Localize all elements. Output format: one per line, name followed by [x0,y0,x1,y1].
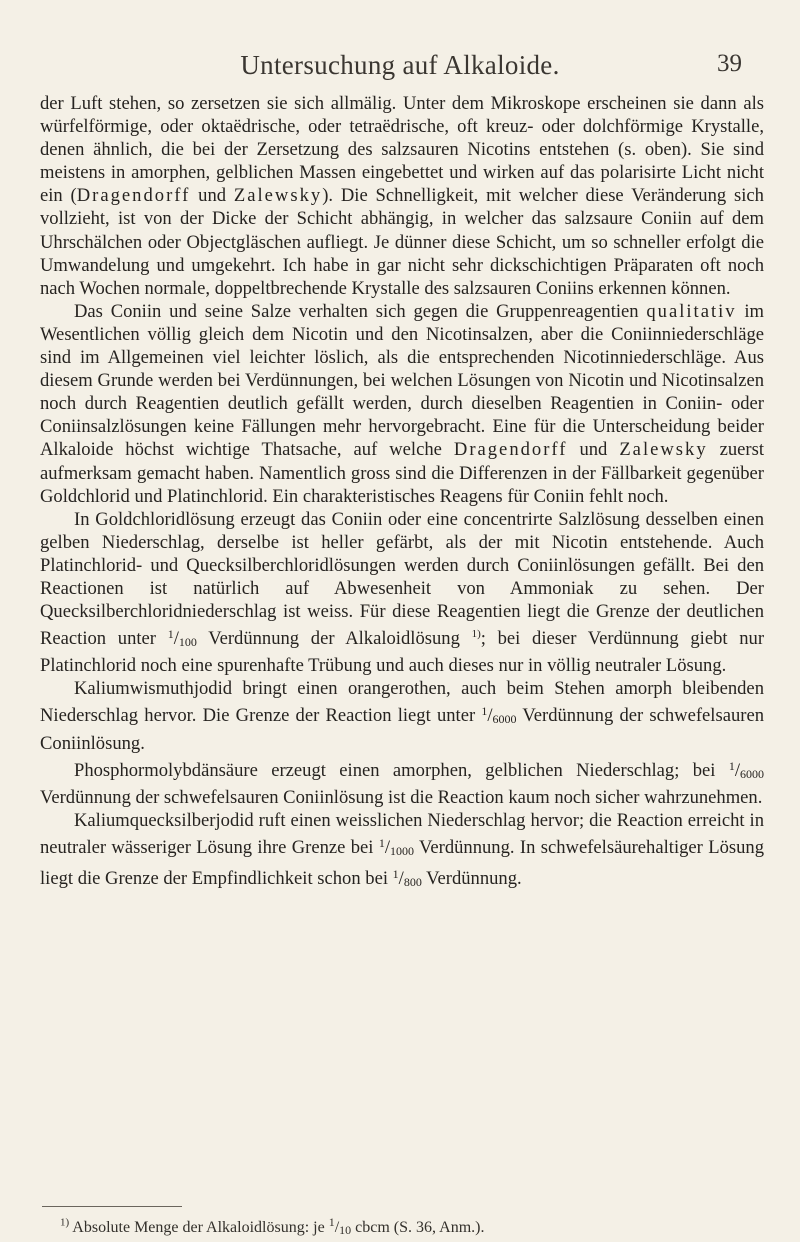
page-number: 39 [717,50,742,77]
text-span: Verdünnung der schwefelsauren Coniinlösung ist die Reaction kaum noch sicher wahrzunehmen. [40,786,763,808]
paragraph-group-reagents [40,300,764,508]
text-span: Kaliumwismuthjodid bringt einen orangerothen, auch beim Stehen amorph bleibenden Niederschlag hervor. Die Grenze der Reaction liegt unter [40,678,764,727]
fraction-numerator: 1 [167,627,174,642]
fraction: $^1$/1000 [378,835,414,858]
footnote-divider [42,1206,182,1207]
text-span: Verdünnung der Alkaloidlösung [196,628,460,650]
paragraph-phosphomolybdic [40,755,764,809]
text-span: cbcm (S. 36, Anm.). [351,1219,485,1236]
author-name: Dragendorff [76,185,191,207]
fraction-denominator: 1000 [389,843,414,858]
fraction-denominator: 100 [178,635,197,650]
text-span: Verdünnung. In schwefelsäurehaltiger Lösung liegt die Grenze der Empfindlichkeit schon bei [40,836,764,889]
footnote-marker: 1) [60,1216,70,1229]
fraction-denominator: 6000 [492,712,517,727]
fraction-numerator: 1 [378,835,385,850]
author-name: Zalewsky [233,185,323,207]
body-text [40,92,764,894]
fraction: $^1$/10 [328,1215,352,1237]
fraction-numerator: 1 [481,704,488,719]
fraction-denominator: 10 [339,1223,352,1237]
paragraph-gold-chloride [40,508,764,678]
text-span: Phosphormolybdänsäure erzeugt einen amorphen, gelblichen Niederschlag; bei [74,759,729,781]
paragraph-continuation [40,92,764,300]
fraction: $^1$/800 [392,867,422,889]
fraction-numerator: 1 [328,1215,335,1229]
author-name: Zalewsky [619,439,708,461]
fraction-numerator: 1 [392,867,399,881]
text-span: Das Coniin und seine Salze verhalten sich gegen die Gruppenreagentien [74,300,647,322]
text-span: und [567,439,620,461]
running-head [0,46,800,86]
paragraph-bismuth-iodide [40,677,764,754]
text-span: und [190,185,234,207]
fraction: $^1$/100 [167,627,197,650]
paragraph-mercury-iodide [40,809,764,894]
fraction-numerator: 1 [728,758,735,773]
text-span: Absolute Menge der Alkaloidlösung: je [69,1219,329,1236]
footnote-reference: 1) [471,627,481,640]
text-span: der Luft stehen, so zersetzen sie sich allmälig. Unter dem Mikroskope erscheinen sie dann als würfelförmige, oder oktaëdrische, oder tetraëdrische, oft kreuz- oder dolchförmige Krystalle, denen ähnlich, die bei der Zersetzung des salzsauren Nicotins entstehen (s. oben). Sie sind meistens in amorphen, gelblichen Massen eingebettet und wirken auf das polarisirte Licht nicht ein ( [40,93,764,207]
text-span: Kaliumquecksilberjodid ruft einen weisslichen Niederschlag hervor; die Reaction erreicht in neutraler wässeriger Lösung ihre Grenze bei [40,809,764,858]
emphasis-text: qualitativ [646,300,737,322]
text-span: im Wesentlichen völlig gleich dem Nicotin und den Nicotinsalzen, aber die Coniinniederschläge sind im Allgemeinen viel leichter löslich, als die entsprechenden Nicotinniederschläge. Aus diesem Grunde werden bei Verdünnungen, bei welchen Lösungen von Nicotin und Nicotinsalzen noch durch Reagentien deutlich gefällt werden, durch dieselben Reagentien in Coniin- oder Coniinsalzlösungen keine Fällungen mehr hervorgebracht. Eine für die Unterscheidung beider Alkaloide höchst wichtige Thatsache, auf welche [40,300,764,461]
text-span: ; bei dieser Verdünnung giebt nur Platinchlorid noch eine spurenhafte Trübung und auch dieses nur in völlig neutraler Lösung. [40,628,765,677]
fraction-denominator: 800 [403,875,422,889]
text-span: ). Die Schnelligkeit, mit welcher diese Veränderung sich vollzieht, ist von der Dicke der Schicht abhängig, in welcher das salzsaure Coniin auf dem Uhrschälchen oder Objectgläschen aufliegt. Je dünner diese Schicht, um so schneller erfolgt die Umwandelung und umgekehrt. Ich habe in gar nicht sehr dickschichtigen Präparaten oft noch nach Wochen normale, doppeltbrechende Krystalle des salzsauren Coniins erkennen können. [40,185,764,299]
author-name: Dragendorff [453,439,568,461]
text-span: Verdünnung der schwefelsauren Coniinlösung. [40,705,764,754]
text-span: Verdünnung. [421,868,522,889]
page-title: Untersuchung auf Alkaloide. [240,50,560,80]
text-span: zuerst aufmerksam gemacht haben. Namentlich gross sind die Differenzen in der Fällbarkeit gegenüber Goldchlorid und Platinchlorid. Ein charakteristisches Reagens für Coniin fehlt noch. [40,439,765,507]
footnote [60,1212,760,1240]
fraction-denominator: 6000 [740,766,764,781]
fraction: $^1$/6000 [728,758,764,781]
text-span: In Goldchloridlösung erzeugt das Coniin oder eine concentrirte Salzlösung desselben einen gelben Niederschlag, derselbe ist heller gefärbt, als der mit Nicotin entstehende. Auch Platinchlorid- und Quecksilberchloridlösungen werden durch Coniinlösungen gefällt. Bei den Reactionen ist natürlich auf Abwesenheit von Ammoniak zu sehen. Der Quecksilberchloridniederschlag ist weiss. Für diese Reagentien liegt die Grenze der deutlichen Reaction unter [40,508,764,650]
fraction: $^1$/6000 [481,704,517,727]
